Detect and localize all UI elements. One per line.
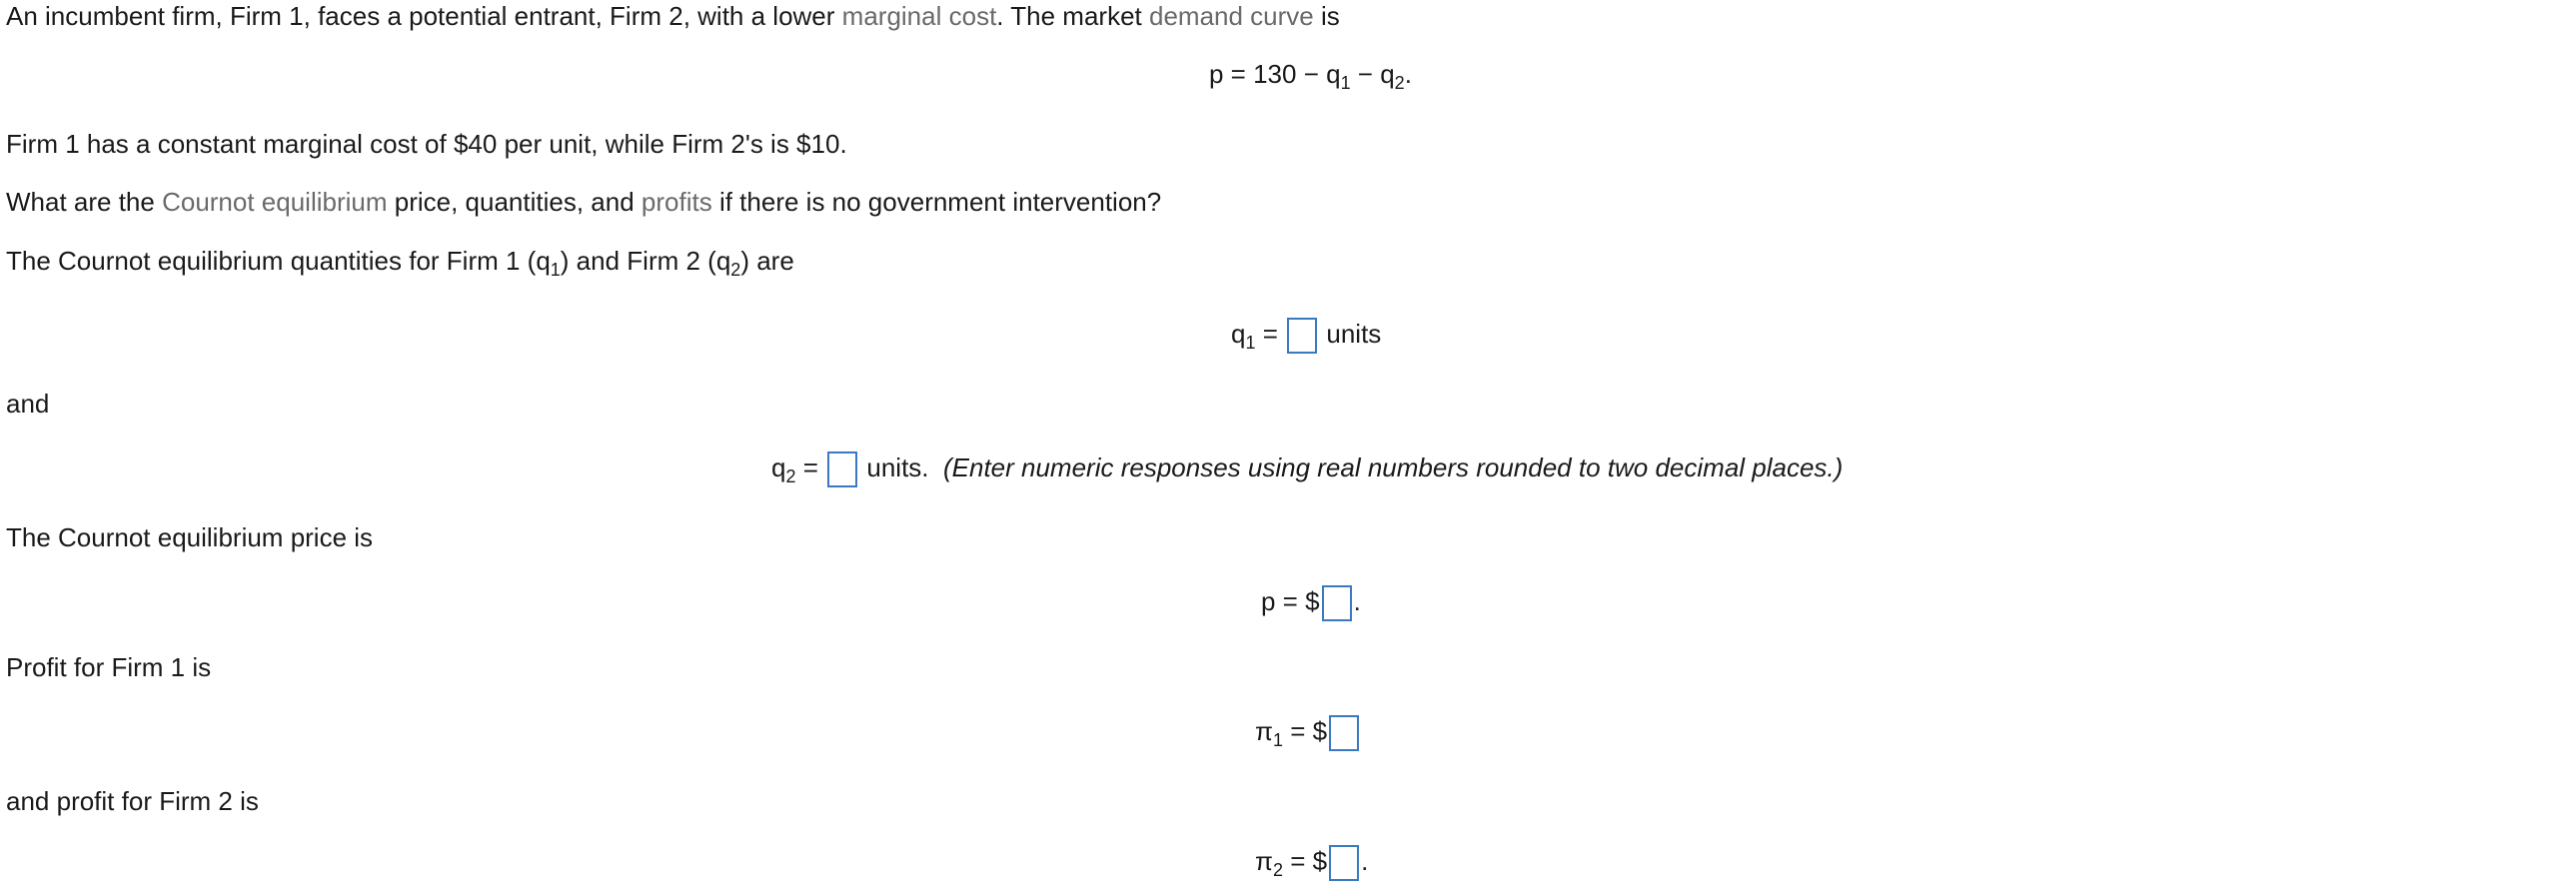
demand-equation: $p = 130 - q_1 - q_2$.	[1209, 59, 1412, 93]
intro-part1: An incumbent firm, Firm 1, faces a potential entrant, Firm 2, with a lower	[6, 1, 835, 31]
costs-text: Firm 1 has a constant marginal cost of $40 per unit, while Firm 2's is $10.	[6, 129, 847, 159]
term-marginal-cost[interactable]: marginal cost	[841, 1, 997, 31]
q1-input[interactable]	[1287, 318, 1317, 354]
profit2-input[interactable]	[1329, 845, 1359, 881]
price-input[interactable]	[1322, 585, 1352, 621]
term-profits[interactable]: profits	[641, 187, 712, 217]
q1-unit: units	[1326, 319, 1382, 349]
profit1-intro: Profit for Firm 1 is	[6, 652, 212, 682]
rounding-hint: (Enter numeric responses using real numbers rounded to two decimal places.)	[942, 452, 1844, 482]
intro-text	[6, 0, 1340, 32]
term-cournot-equilibrium[interactable]: Cournot equilibrium	[162, 187, 388, 217]
profit1-row: $\pi_1$ = $	[1255, 715, 1361, 751]
q1-row: $q_1$ = units	[1231, 319, 1382, 353]
price-intro: The Cournot equilibrium price is	[6, 522, 374, 552]
and-label: and	[6, 389, 50, 419]
question-text: What are the Cournot equilibrium price, quantities, and profits if there is no government intervention?	[6, 187, 1162, 217]
price-row: p = $ .	[1261, 585, 1361, 621]
profit1-input[interactable]	[1329, 715, 1359, 751]
term-demand-curve[interactable]: demand curve	[1148, 1, 1314, 31]
profit2-row: $\pi_2$ = $ .	[1255, 846, 1369, 880]
profit2-intro: and profit for Firm 2 is	[6, 786, 259, 816]
intro-part2: . The market	[996, 1, 1149, 31]
intro-part3: is	[1313, 1, 1340, 31]
q2-input[interactable]	[827, 451, 857, 487]
q2-row: $q_2$ = units. (Enter numeric responses using real numbers rounded to two decimal places.)	[771, 452, 1844, 486]
quantities-intro: The Cournot equilibrium quantities for Firm 1 $(q_1)$ and Firm 2 $(q_2)$ are	[6, 246, 794, 280]
q2-unit: units.	[866, 452, 929, 482]
